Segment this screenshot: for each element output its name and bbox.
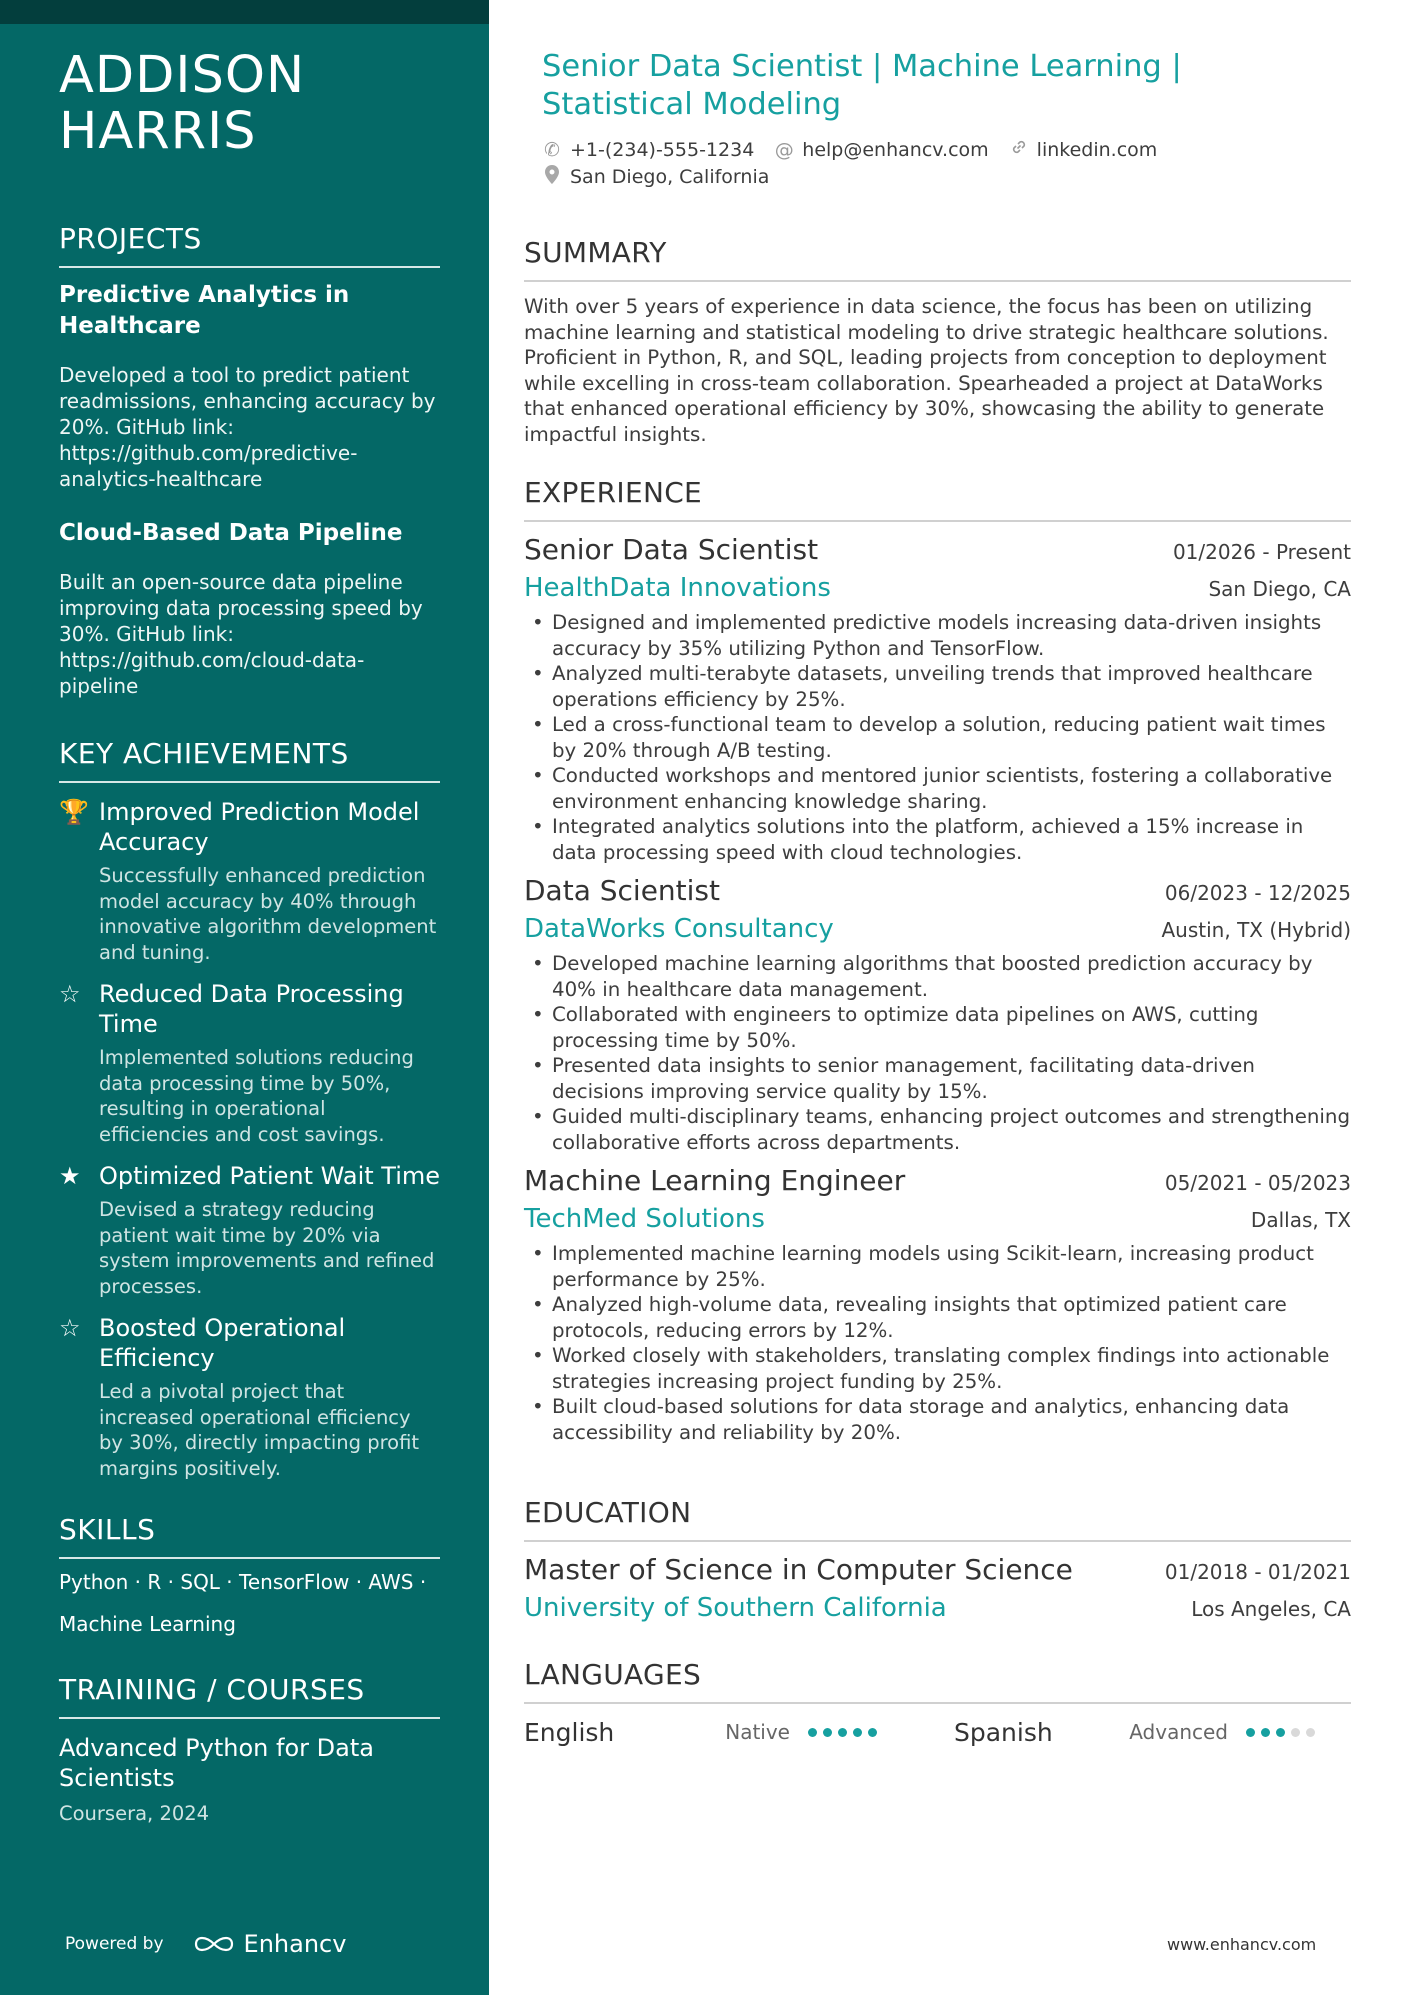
- location-pin-icon: [542, 165, 562, 189]
- course-provider: Coursera, 2024: [59, 1802, 210, 1825]
- star-outline-icon: ☆: [59, 1314, 81, 1342]
- summary-section: [524, 236, 1351, 447]
- proficiency-dot-filled: [853, 1728, 862, 1737]
- proficiency-dot-filled: [1261, 1728, 1270, 1737]
- phone-text: +1-(234)-555-1234: [570, 138, 755, 161]
- job-bullet: • Built cloud-based solutions for data storage and analytics, enhancing data accessibility and reliability by 20%.: [524, 1394, 1351, 1445]
- proficiency-dot-filled: [808, 1728, 817, 1737]
- education-entry: [524, 1552, 1351, 1624]
- skills-section: [59, 1513, 440, 1645]
- job-bullet: • Developed machine learning algorithms that boosted prediction accuracy by 40% in healthcare data management.: [524, 951, 1351, 1002]
- achievements-section: [59, 737, 440, 1481]
- job-bullet: • Presented data insights to senior management, facilitating data-driven decisions improving service quality by 15%.: [524, 1053, 1351, 1104]
- job-bullet: • Analyzed multi-terabyte datasets, unveiling trends that improved healthcare operations efficiency by 25%.: [524, 661, 1351, 712]
- school-location: Los Angeles, CA: [1191, 1597, 1351, 1621]
- job-location: Austin, TX (Hybrid): [1161, 918, 1351, 942]
- proficiency-dot-empty: [1306, 1728, 1315, 1737]
- skills-heading: SKILLS: [59, 1513, 440, 1559]
- achievement-title: Improved Prediction Model Accuracy: [99, 798, 420, 856]
- star-filled-icon: ★: [59, 1162, 81, 1190]
- projects-section: [59, 222, 440, 699]
- at-icon: @: [774, 138, 794, 161]
- skills-line: Machine Learning: [59, 1612, 236, 1636]
- job-location: San Diego, CA: [1208, 577, 1351, 601]
- experience-section: [524, 476, 1351, 1445]
- job-bullets: [524, 610, 1351, 865]
- website-footer[interactable]: www.enhancv.com: [1167, 1935, 1317, 1954]
- job-bullet: • Conducted workshops and mentored junior scientists, fostering a collaborative environment enhancing knowledge sharing.: [524, 763, 1351, 814]
- job-bullet: • Worked closely with stakeholders, translating complex findings into actionable strategies increasing project funding by 25%.: [524, 1343, 1351, 1394]
- project-item: [59, 518, 440, 699]
- sidebar: [0, 0, 489, 1995]
- trophy-icon: 🏆: [59, 798, 89, 826]
- job-bullet: • Integrated analytics solutions into the platform, achieved a 15% increase in data processing speed with cloud technologies.: [524, 814, 1351, 865]
- enhancv-logo[interactable]: [192, 1930, 347, 1958]
- language-name: Spanish: [954, 1717, 1053, 1747]
- enhancv-logo-icon: [192, 1932, 236, 1956]
- phone-icon: ✆: [544, 138, 560, 161]
- projects-heading: PROJECTS: [59, 222, 440, 268]
- job-entry: [524, 532, 1351, 865]
- achievement-description: Devised a strategy reducing patient wait time by 20% via system improvements and refined processes.: [99, 1198, 435, 1298]
- achievement-item: [59, 1161, 440, 1299]
- candidate-name: [59, 48, 440, 160]
- training-section: [59, 1673, 440, 1827]
- school-name: University of Southern California: [524, 1593, 947, 1623]
- star-outline-icon: ☆: [59, 980, 81, 1008]
- skills-list: [59, 1561, 440, 1645]
- location-text: San Diego, California: [570, 165, 770, 188]
- job-bullet: • Collaborated with engineers to optimize data pipelines on AWS, cutting processing time by 50%.: [524, 1002, 1351, 1053]
- achievement-item: [59, 979, 440, 1147]
- name-line-2: HARRIS: [59, 102, 257, 161]
- powered-by-label: Powered by: [65, 1934, 164, 1954]
- language-name: English: [524, 1717, 615, 1747]
- degree-title: Master of Science in Computer Science: [524, 1553, 1073, 1586]
- course-title: Advanced Python for Data Scientists: [59, 1734, 374, 1792]
- job-date: 06/2023 - 12/2025: [1164, 881, 1351, 905]
- job-bullet: • Implemented machine learning models using Scikit-learn, increasing product performance by 25%.: [524, 1241, 1351, 1292]
- summary-heading: SUMMARY: [524, 236, 1351, 282]
- name-line-1: ADDISON: [59, 46, 306, 105]
- headline: Senior Data Scientist | Machine Learning | Statistical Modeling: [542, 49, 1182, 122]
- proficiency-dots: [808, 1728, 954, 1737]
- job-title: Data Scientist: [524, 874, 720, 907]
- job-entry: [524, 873, 1351, 1155]
- job-bullet: • Designed and implemented predictive models increasing data-driven insights accuracy by 35% utilizing Python and TensorFlow.: [524, 610, 1351, 661]
- job-bullet: • Guided multi-disciplinary teams, enhancing project outcomes and strengthening collaborative efforts across departments.: [524, 1104, 1351, 1155]
- proficiency-dot-filled: [823, 1728, 832, 1737]
- achievement-description: Successfully enhanced prediction model accuracy by 40% through innovative algorithm development and tuning.: [99, 864, 437, 964]
- project-title: Predictive Analytics in Healthcare: [59, 282, 350, 339]
- summary-text: With over 5 years of experience in data science, the focus has been on utilizing machine learning and statistical modeling to drive strategic healthcare solutions. Proficient in Python, R, and SQL, leading projects from conception to deployment while excelling in cross-team collaboration. Spearheaded a project at DataWorks that enhanced operational efficiency by 30%, showcasing the ability to generate impactful insights.: [524, 295, 1329, 446]
- sidebar-top-bar: [0, 0, 489, 24]
- languages-heading: LANGUAGES: [524, 1658, 1351, 1704]
- achievement-title: Boosted Operational Efficiency: [99, 1314, 346, 1372]
- education-section: [524, 1496, 1351, 1624]
- email-item[interactable]: [774, 139, 988, 161]
- link-item[interactable]: [1009, 138, 1158, 161]
- job-company: TechMed Solutions: [524, 1204, 765, 1234]
- proficiency-dot-filled: [1246, 1728, 1255, 1737]
- project-description: Built an open-source data pipeline improving data processing speed by 30%. GitHub link: https://github.com/cloud-data-pipeline: [59, 570, 423, 698]
- job-date: 01/2026 - Present: [1172, 540, 1351, 564]
- proficiency-dot-empty: [1291, 1728, 1300, 1737]
- powered-by: [65, 1930, 346, 1958]
- job-date: 05/2021 - 05/2023: [1164, 1171, 1351, 1195]
- project-item: [59, 280, 440, 492]
- enhancv-brand: Enhancv: [243, 1930, 347, 1958]
- project-title: Cloud-Based Data Pipeline: [59, 520, 403, 546]
- experience-heading: EXPERIENCE: [524, 476, 1351, 522]
- link-icon: [1009, 138, 1029, 161]
- job-location: Dallas, TX: [1250, 1208, 1351, 1232]
- achievement-description: Led a pivotal project that increased operational efficiency by 30%, directly impacting profit margins positively.: [99, 1380, 420, 1480]
- project-description: Developed a tool to predict patient readmissions, enhancing accuracy by 20%. GitHub link: https://github.com/predictive-analytics-healthcare: [59, 363, 436, 491]
- skills-line: Python · R · SQL · TensorFlow · AWS ·: [59, 1570, 427, 1594]
- language-level: Native: [725, 1720, 790, 1744]
- link-text[interactable]: linkedin.com: [1036, 138, 1158, 161]
- achievement-title: Reduced Data Processing Time: [99, 980, 404, 1038]
- achievements-heading: KEY ACHIEVEMENTS: [59, 737, 440, 783]
- job-company: HealthData Innovations: [524, 573, 831, 603]
- proficiency-dot-filled: [868, 1728, 877, 1737]
- languages-section: [524, 1658, 1351, 1748]
- job-entry: [524, 1163, 1351, 1445]
- languages-row: [524, 1716, 1351, 1748]
- job-title: Machine Learning Engineer: [524, 1164, 906, 1197]
- proficiency-dots: [1246, 1728, 1321, 1737]
- education-date: 01/2018 - 01/2021: [1164, 1560, 1351, 1584]
- language-level: Advanced: [1129, 1720, 1228, 1744]
- achievement-item: [59, 1313, 440, 1481]
- achievement-item: [59, 797, 440, 965]
- email-text[interactable]: help@enhancv.com: [802, 138, 989, 161]
- training-heading: TRAINING / COURSES: [59, 1673, 440, 1719]
- job-company: DataWorks Consultancy: [524, 914, 834, 944]
- job-bullet: • Analyzed high-volume data, revealing insights that optimized patient care protocols, reducing errors by 12%.: [524, 1292, 1351, 1343]
- phone-item: [542, 139, 754, 161]
- job-bullets: [524, 951, 1351, 1155]
- education-heading: EDUCATION: [524, 1496, 1351, 1542]
- proficiency-dot-filled: [838, 1728, 847, 1737]
- job-bullet: • Led a cross-functional team to develop a solution, reducing patient wait times by 20% through A/B testing.: [524, 712, 1351, 763]
- location-item: [542, 165, 769, 189]
- job-bullets: [524, 1241, 1351, 1445]
- proficiency-dot-filled: [1276, 1728, 1285, 1737]
- contact-info: [542, 136, 1362, 190]
- achievement-title: Optimized Patient Wait Time: [99, 1162, 441, 1190]
- achievement-description: Implemented solutions reducing data processing time by 50%, resulting in operational efficiencies and cost savings.: [99, 1046, 414, 1146]
- job-title: Senior Data Scientist: [524, 533, 819, 566]
